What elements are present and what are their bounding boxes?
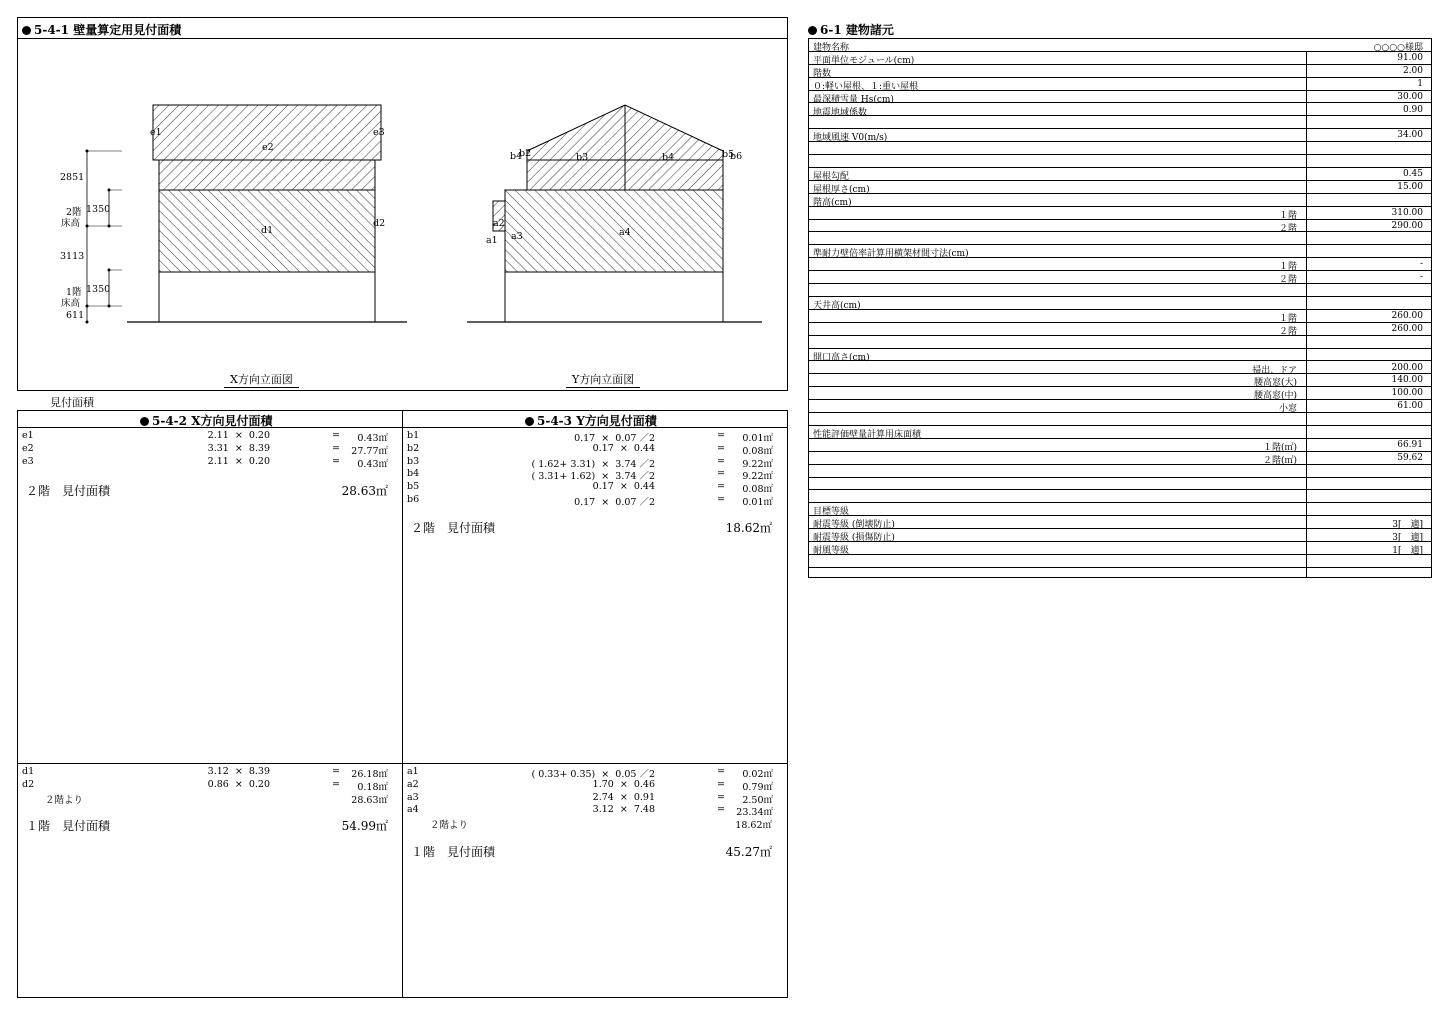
area-cell-id: b6 (407, 494, 420, 505)
spec-cell-m: ２階 (1278, 275, 1297, 286)
spec-cell-v: 91.00 (1397, 52, 1423, 63)
mitsuke-label: 見付面積 (50, 396, 94, 409)
area-cell-val: 27.77㎡ (351, 445, 388, 457)
spec-row (809, 516, 1431, 529)
area-cell-val: 0.18㎡ (357, 781, 388, 793)
spec-row (809, 104, 1431, 117)
area-cell-val: 0.43㎡ (357, 458, 388, 470)
spec-row (809, 181, 1431, 194)
spec-row (809, 349, 1431, 362)
area-row (407, 779, 775, 792)
spec-cell-m: ２階 (1278, 223, 1297, 234)
spec-cell-v: 0.45 (1402, 169, 1423, 179)
area-row (407, 468, 775, 481)
area-cell-eq: = (332, 442, 340, 454)
y-upper-total-label: ２階 見付面積 (411, 521, 496, 535)
spec-cell-m: １階(㎡) (1262, 442, 1297, 453)
x-table-title-text: 5-4-2 X方向見付面積 (152, 414, 273, 428)
area-cell-expr: 1.70 × 0.46 (592, 778, 655, 790)
area-cell-eq: = (717, 791, 725, 803)
area-cell-eq: = (717, 804, 725, 816)
spec-cell-v: 61.00 (1397, 401, 1423, 412)
area-row (22, 456, 390, 469)
spec-cell-m: 腰高窓(大) (1253, 378, 1297, 389)
spec-cell-l: 耐風等級 (813, 546, 850, 557)
spec-cell-l: 階高(cm) (813, 197, 852, 208)
spec-cell-l: 準耐力壁倍率計算用横架材間寸法(cm) (813, 249, 969, 260)
spec-row (809, 323, 1431, 336)
area-cell-id: e2 (22, 442, 34, 454)
spec-row (809, 155, 1431, 168)
area-cell-expr: 0.17 × 0.07 ／2 (574, 433, 655, 444)
label-a4: a4 (619, 227, 631, 238)
spec-cell-l: 地域風速 V0(m/s) (813, 133, 888, 144)
label-b2: b2 (519, 148, 532, 159)
spec-cell-v: 310.00 (1391, 207, 1423, 218)
spec-cell-l: 天井高(cm) (813, 301, 861, 311)
label-b4: b4 (662, 152, 675, 163)
area-cell-expr: ( 3.31+ 1.62) × 3.74 ／2 (531, 471, 655, 483)
elevation-title (22, 21, 181, 38)
spec-cell-m: 腰高窓(中) (1253, 391, 1297, 402)
spec-cell-v: 30.00 (1397, 91, 1423, 102)
area-row (407, 494, 775, 507)
spec-row (809, 426, 1431, 439)
spec-row (809, 52, 1431, 65)
spec-cell-v: 34.00 (1397, 130, 1423, 141)
spec-cell-v: 140.00 (1391, 375, 1423, 386)
spec-cell-v: 3[ 適] (1392, 520, 1423, 531)
area-row (407, 456, 775, 469)
spec-title (808, 21, 894, 38)
label-b3: b3 (576, 152, 589, 163)
area-cell-val: 9.22㎡ (742, 471, 773, 483)
spec-cell-m: １階 (1278, 313, 1297, 324)
area-row (22, 766, 390, 779)
y-lower-total: 45.27㎡ (725, 845, 772, 859)
label-a2: a2 (493, 218, 505, 229)
spec-cell-l: 性能評価壁量計算用床面積 (813, 430, 922, 440)
spec-row (809, 310, 1431, 323)
spec-table (808, 38, 1432, 578)
label-b4-left: b4 (510, 151, 523, 162)
y-table-title (525, 412, 657, 429)
spec-cell-l: 耐震等級 (損傷防止) (813, 533, 895, 544)
spec-cell-v: 1 (1417, 78, 1423, 89)
spec-cell-v: ○○○○様邸 (1373, 43, 1423, 53)
area-cell-eq: = (717, 494, 725, 505)
area-cell-id: b4 (407, 468, 420, 480)
y-lower-from-label: ２階より (430, 820, 469, 831)
spec-row (809, 168, 1431, 181)
spec-cell-v: 0.90 (1402, 104, 1423, 115)
area-cell-id: b3 (407, 455, 420, 467)
area-cell-expr: 0.17 × 0.07 ／2 (574, 497, 655, 508)
area-cell-eq: = (717, 442, 725, 454)
x-lower-from-label: ２階より (45, 795, 84, 806)
x-lower-total: 54.99㎡ (341, 819, 388, 833)
spec-row (809, 65, 1431, 78)
y-lower-total-label: １階 見付面積 (411, 845, 496, 859)
spec-cell-v: 1[ 適] (1392, 546, 1423, 557)
spec-row (809, 542, 1431, 555)
spec-cell-v: 66.91 (1397, 439, 1423, 450)
x-lower-from-val: 28.63㎡ (351, 795, 388, 806)
spec-cell-m: １階 (1278, 262, 1297, 273)
spec-cell-v: 59.62 (1397, 452, 1423, 463)
elevation-drawings (17, 39, 788, 391)
area-cell-eq: = (332, 430, 340, 441)
area-cell-expr: ( 1.62+ 3.31) × 3.74 ／2 (531, 458, 655, 470)
area-cell-eq: = (332, 766, 340, 777)
spec-row (809, 233, 1431, 246)
spec-cell-m: 小窓 (1278, 404, 1297, 415)
area-row (407, 430, 775, 443)
area-cell-expr: 3.31 × 8.39 (207, 442, 270, 454)
area-cell-eq: = (332, 455, 340, 467)
x-table-title (140, 412, 273, 429)
area-cell-expr: 2.74 × 0.91 (592, 791, 655, 803)
spec-cell-v: 260.00 (1391, 323, 1423, 334)
area-row (407, 766, 775, 779)
area-cell-expr: 0.17 × 0.44 (592, 481, 655, 493)
dim-1350-lower: 1350 (86, 284, 111, 295)
area-cell-eq: = (332, 778, 340, 790)
dim-1f-floor: 床高 (61, 298, 81, 309)
area-cell-val: 9.22㎡ (742, 458, 773, 470)
area-cell-eq: = (717, 766, 725, 777)
area-cell-val: 26.18㎡ (351, 769, 388, 780)
area-cell-val: 0.08㎡ (742, 445, 773, 457)
dim-3113: 3113 (60, 251, 85, 262)
area-cell-eq: = (717, 481, 725, 493)
spec-cell-v: 15.00 (1397, 181, 1423, 192)
y-table-title-text: 5-4-3 Y方向見付面積 (537, 414, 657, 428)
area-cell-id: b2 (407, 442, 420, 454)
label-d2: d2 (373, 218, 386, 229)
spec-cell-l: 開口高さ(cm) (813, 352, 870, 363)
area-cell-id: d2 (22, 778, 35, 790)
spec-row (809, 91, 1431, 104)
y-elevation-caption: Y方向立面図 (566, 371, 640, 388)
area-cell-eq: = (717, 778, 725, 790)
spec-row (809, 413, 1431, 426)
area-row (22, 443, 390, 456)
spec-row (809, 503, 1431, 516)
area-mid-line (17, 763, 788, 764)
spec-row (809, 362, 1431, 375)
dim-1f: 1階 (66, 287, 82, 298)
spec-cell-v: - (1419, 259, 1423, 270)
spec-row (809, 529, 1431, 542)
elevation-title-text: 5-4-1 壁量算定用見付面積 (34, 23, 182, 37)
label-b5: b5 (722, 149, 735, 160)
area-cell-val: 0.01㎡ (742, 433, 773, 444)
spec-row (809, 194, 1431, 207)
y-elevation (467, 105, 762, 322)
spec-cell-v: 2.00 (1402, 65, 1423, 76)
spec-row (809, 452, 1431, 465)
spec-cell-l: 耐震等級 (倒壊防止) (813, 520, 895, 531)
area-cell-id: a4 (407, 804, 419, 816)
area-cell-id: a3 (407, 791, 419, 803)
spec-cell-l: 屋根厚さ(cm) (813, 184, 870, 195)
area-header-line (17, 427, 788, 428)
x-elevation-caption: X方向立面図 (224, 371, 299, 388)
area-row (407, 481, 775, 494)
area-cell-id: a2 (407, 778, 419, 790)
area-cell-expr: 2.11 × 0.20 (207, 430, 270, 441)
spec-cell-v: 3[ 適] (1392, 533, 1423, 544)
bullet-icon (808, 26, 817, 35)
spec-cell-l: 最深積雪量 Hs(cm) (813, 94, 894, 105)
area-cell-id: d1 (22, 766, 35, 777)
spec-row (809, 207, 1431, 220)
spec-row (809, 142, 1431, 155)
area-cell-id: e3 (22, 455, 34, 467)
spec-title-text: 6-1 建物諸元 (820, 23, 894, 37)
spec-cell-l: 平面単位モジュール(cm) (813, 55, 915, 66)
spec-row (809, 374, 1431, 387)
spec-cell-l: 屋根勾配 (813, 172, 850, 182)
spec-cell-l: 目標等級 (813, 507, 850, 518)
spec-row (809, 387, 1431, 400)
spec-row (809, 465, 1431, 478)
spec-cell-v: - (1419, 272, 1423, 283)
spec-cell-m: 掃出、ドア (1252, 365, 1297, 376)
spec-row (809, 129, 1431, 142)
area-cell-expr: 3.12 × 8.39 (207, 766, 270, 777)
spec-cell-v: 260.00 (1391, 310, 1423, 321)
label-d1: d1 (261, 225, 274, 236)
area-row (407, 792, 775, 805)
area-cell-val: 2.50㎡ (742, 794, 773, 806)
dim-2f: 2階 (66, 207, 82, 218)
area-cell-expr: ( 0.33+ 0.35) × 0.05 ／2 (531, 769, 655, 780)
spec-cell-m: １階 (1278, 210, 1297, 221)
area-cell-expr: 0.17 × 0.44 (592, 442, 655, 454)
area-cell-eq: = (717, 468, 725, 480)
x-lower-total-label: １階 見付面積 (26, 819, 111, 833)
label-a1: a1 (486, 235, 498, 246)
area-cell-val: 23.34㎡ (736, 807, 773, 819)
area-cell-expr: 3.12 × 7.48 (592, 804, 655, 816)
spec-row (809, 400, 1431, 413)
spec-row (809, 478, 1431, 491)
spec-row (809, 78, 1431, 91)
area-cell-val: 0.79㎡ (742, 781, 773, 793)
spec-row (809, 116, 1431, 129)
spec-row (809, 220, 1431, 233)
spec-row (809, 39, 1431, 52)
spec-row (809, 258, 1431, 271)
dim-2851: 2851 (60, 172, 85, 183)
bullet-icon (140, 417, 149, 426)
spec-cell-l: 階数 (813, 68, 832, 79)
x-elevation (86, 105, 408, 324)
spec-cell-m: ２階 (1278, 326, 1297, 337)
area-cell-id: e1 (22, 430, 34, 441)
area-cell-val: 0.08㎡ (742, 484, 773, 496)
area-panel-divider (402, 410, 403, 998)
spec-row (809, 245, 1431, 258)
spec-row (809, 271, 1431, 284)
spec-row (809, 284, 1431, 297)
area-row (22, 430, 390, 443)
y-upper-total: 18.62㎡ (725, 521, 772, 535)
spec-cell-l: ０:軽い屋根、１:重い屋根 (813, 81, 919, 92)
area-cell-eq: = (717, 455, 725, 467)
dim-1350-upper: 1350 (86, 204, 111, 215)
label-b6: b6 (730, 151, 743, 162)
label-e2: e2 (262, 142, 274, 153)
area-row (407, 443, 775, 456)
spec-cell-l: 地震地域係数 (813, 107, 868, 118)
y-lower-from-val: 18.62㎡ (735, 820, 772, 831)
spec-row (809, 336, 1431, 349)
x-upper-total: 28.63㎡ (341, 484, 388, 498)
spec-row (809, 491, 1431, 504)
x-upper-total-label: ２階 見付面積 (26, 484, 111, 498)
bullet-icon (22, 26, 31, 35)
spec-cell-v: 100.00 (1391, 388, 1423, 399)
label-a3: a3 (511, 231, 523, 242)
label-e1: e1 (150, 127, 162, 138)
area-cell-eq: = (717, 430, 725, 441)
spec-row (809, 297, 1431, 310)
area-cell-val: 0.43㎡ (357, 433, 388, 444)
label-e3: e3 (373, 127, 385, 138)
spec-row (809, 555, 1431, 568)
dim-611: 611 (66, 310, 85, 321)
area-cell-val: 0.02㎡ (742, 769, 773, 780)
area-cell-expr: 0.86 × 0.20 (207, 778, 270, 790)
spec-row (809, 439, 1431, 452)
spec-cell-m: ２階(㎡) (1262, 455, 1297, 466)
area-row (407, 804, 775, 817)
area-cell-val: 0.01㎡ (742, 497, 773, 508)
area-cell-id: b1 (407, 430, 420, 441)
area-cell-id: a1 (407, 766, 419, 777)
area-row (22, 779, 390, 792)
area-cell-expr: 2.11 × 0.20 (207, 455, 270, 467)
bullet-icon (525, 417, 534, 426)
dim-2f-floor: 床高 (61, 218, 81, 229)
spec-cell-v: 200.00 (1391, 362, 1423, 373)
area-cell-id: b5 (407, 481, 420, 493)
spec-cell-l: 建物名称 (813, 43, 850, 53)
spec-cell-v: 290.00 (1391, 220, 1423, 231)
